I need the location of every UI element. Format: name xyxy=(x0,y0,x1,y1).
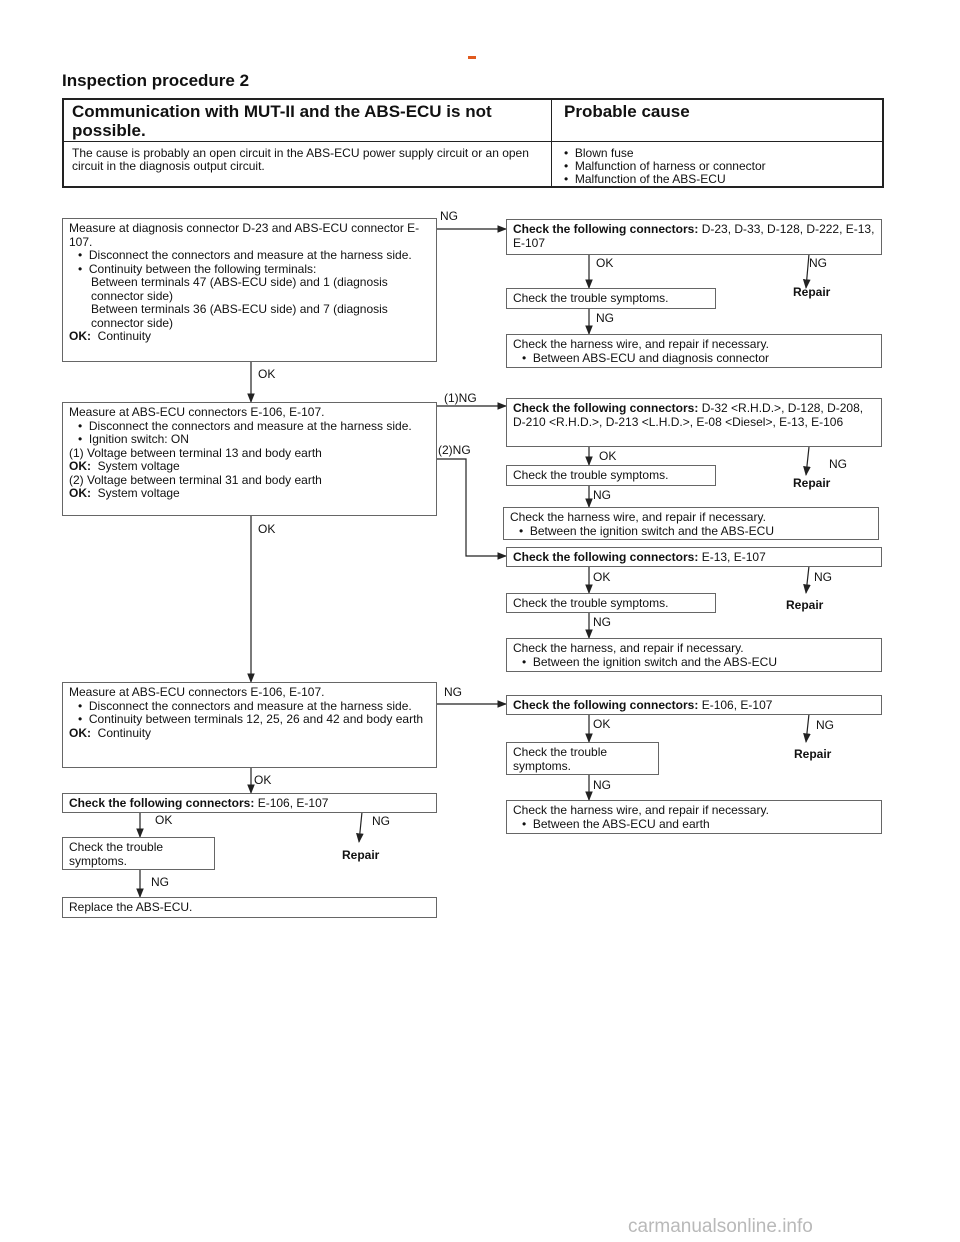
list-item: • Blown fuse xyxy=(564,146,634,160)
measure-box-earth-continuity xyxy=(62,682,437,768)
check-connectors-box-3: Check the following connectors: E-13, E-107 xyxy=(506,547,882,567)
ng-label: NG xyxy=(440,209,458,223)
ok-label: OK xyxy=(155,813,173,827)
ng-label: NG xyxy=(444,685,462,699)
list-item: • Malfunction of the ABS-ECU xyxy=(564,172,726,186)
ng-label: NG xyxy=(593,778,611,792)
table-description: The cause is probably an open circuit in the ABS-ECU power supply circuit or an open circuit in the diagnosis output circuit. xyxy=(72,146,529,173)
measure-box-diagnosis-connector xyxy=(62,218,437,362)
check-trouble-box-1: Check the trouble symptoms. xyxy=(506,288,716,309)
check-trouble-box-5: Check the trouble symptoms. xyxy=(62,837,215,870)
box-text: Measure at ABS-ECU connectors E-106, E-107. xyxy=(69,405,325,419)
ok-label: OK xyxy=(254,773,272,787)
repair-label: Repair xyxy=(342,848,380,862)
ok-criteria: OK: Continuity xyxy=(69,329,152,343)
ng-label: NG xyxy=(814,570,832,584)
repair-label: Repair xyxy=(786,598,824,612)
ok-label: OK xyxy=(258,522,276,536)
harness-repair-box-1 xyxy=(506,334,882,368)
list-item: • Between the ABS-ECU and earth xyxy=(522,816,710,831)
list-item: • Continuity between terminals 12, 25, 26 and 42 and body earth xyxy=(78,712,424,726)
box-text: Measure at diagnosis connector D-23 and ABS-ECU connector E-107. xyxy=(69,221,420,249)
list-item: • Between ABS-ECU and diagnosis connector xyxy=(522,350,770,365)
repair-label: Repair xyxy=(793,476,831,490)
harness-repair-box-3 xyxy=(506,638,882,672)
check-trouble-box-2: Check the trouble symptoms. xyxy=(506,465,716,486)
harness-repair-box-2 xyxy=(503,507,879,540)
check-connectors-box-1: Check the following connectors: D-23, D-33, D-128, D-222, E-13, E-107 xyxy=(506,219,882,255)
list-item: • Disconnect the connectors and measure at the harness side. xyxy=(78,698,412,713)
box-text: Between terminals 36 (ABS-ECU side) and 7 (diagnosis connector side) xyxy=(91,302,388,330)
table-header-probable-cause: Probable cause xyxy=(564,102,690,121)
ok-label: OK xyxy=(258,367,276,381)
ng-label: NG xyxy=(809,256,827,270)
ok-label: OK xyxy=(593,717,611,731)
box-text: Measure at ABS-ECU connectors E-106, E-107. xyxy=(69,685,325,699)
check-connectors-box-2: Check the following connectors: D-32 <R.H.D.>, D-128, D-208, D-210 <R.H.D.>, D-213 <L.H.D.>, E-08 <Diesel>, E-13, E-106 xyxy=(506,398,882,447)
check-trouble-box-4: Check the trouble symptoms. xyxy=(506,742,659,775)
measure-box-voltage xyxy=(62,402,437,516)
box-text: (1) Voltage between terminal 13 and body earth xyxy=(69,445,322,460)
ok-criteria: OK: System voltage xyxy=(69,459,180,473)
page-title: Inspection procedure 2 xyxy=(62,71,250,90)
box-text: Check the harness wire, and repair if necessary. xyxy=(513,337,769,351)
ng-label: NG xyxy=(596,311,614,325)
ng-label: NG xyxy=(593,488,611,502)
list-item: • Ignition switch: ON xyxy=(78,432,189,446)
ng-1-label: (1)NG xyxy=(444,391,477,405)
ng-label: NG xyxy=(816,718,834,732)
ok-criteria: OK: System voltage xyxy=(69,486,180,500)
check-connectors-box-5: Check the following connectors: E-106, E-107 xyxy=(62,793,437,813)
ok-label: OK xyxy=(599,449,617,463)
box-text: Check the harness, and repair if necessary. xyxy=(513,641,744,655)
ng-label: NG xyxy=(151,875,169,889)
replace-ecu-box: Replace the ABS-ECU. xyxy=(62,897,437,918)
list-item: • Between the ignition switch and the ABS-ECU xyxy=(519,523,775,538)
box-text: (2) Voltage between terminal 31 and body earth xyxy=(69,472,322,487)
box-text: Check the harness wire, and repair if necessary. xyxy=(510,510,766,524)
table-header-symptom: Communication with MUT-II and the ABS-ECU is not possible. xyxy=(72,102,492,140)
list-item: • Between the ignition switch and the ABS-ECU xyxy=(522,654,778,669)
check-trouble-box-3: Check the trouble symptoms. xyxy=(506,593,716,613)
ng-label: NG xyxy=(829,457,847,471)
repair-label: Repair xyxy=(794,747,832,761)
ng-2-label: (2)NG xyxy=(438,443,471,457)
ng-label: NG xyxy=(593,615,611,629)
list-item: • Disconnect the connectors and measure at the harness side. xyxy=(78,418,412,433)
box-text: Between terminals 47 (ABS-ECU side) and 1 (diagnosis connector side) xyxy=(91,275,388,303)
box-text: Check the harness wire, and repair if necessary. xyxy=(513,803,769,817)
harness-repair-box-4 xyxy=(506,800,882,834)
ok-label: OK xyxy=(593,570,611,584)
check-connectors-box-4: Check the following connectors: E-106, E-107 xyxy=(506,695,882,715)
ok-label: OK xyxy=(596,256,614,270)
watermark: carmanualsonline.info xyxy=(628,1216,813,1237)
list-item: • Disconnect the connectors and measure at the harness side. xyxy=(78,248,412,262)
list-item: • Continuity between the following terminals: xyxy=(78,261,317,276)
ng-label: NG xyxy=(372,814,390,828)
list-item: • Malfunction of harness or connector xyxy=(564,159,766,173)
repair-label: Repair xyxy=(793,285,831,299)
ok-criteria: OK: Continuity xyxy=(69,725,152,740)
